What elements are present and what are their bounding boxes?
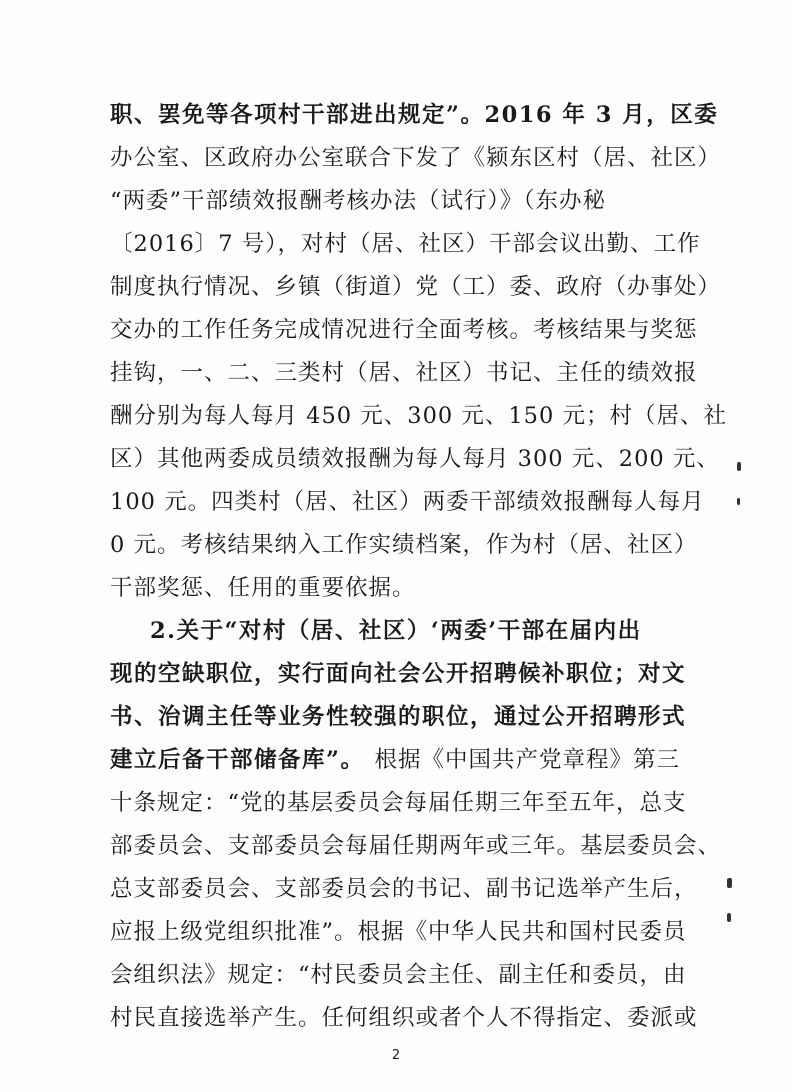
- text-line: 总支部委员会、支部委员会的书记、副书记选举产生后，: [110, 876, 698, 902]
- section-heading-line: 现的空缺职位，实行面向社会公开招聘候补职位；对文: [110, 661, 687, 687]
- text-line: 应报上级党组织批准”。根据《中华人民共和国村民委员: [110, 919, 687, 945]
- text-line: 交办的工作任务完成情况进行全面考核。考核结果与奖惩: [110, 317, 698, 343]
- text-line: 区）其他两委成员绩效报酬为每人每月 300 元、200 元、: [110, 446, 720, 472]
- section-heading-line: 书、治调主任等业务性较强的职位，通过公开招聘形式: [110, 704, 687, 730]
- scan-artifact-mark: [727, 913, 731, 922]
- text-line: “两委”干部绩效报酬考核办法（试行）》（东办秘: [110, 188, 607, 214]
- scan-artifact-mark: [727, 878, 732, 888]
- page-number: 2: [391, 1048, 401, 1063]
- text-line: 办公室、区政府办公室联合下发了《颍东区村（居、社区）: [110, 145, 722, 171]
- text-run: 根据《中国共产党章程》第三: [374, 747, 680, 773]
- text-line: 〔2016〕7 号），对村（居、社区）干部会议出勤、工作: [110, 231, 701, 257]
- section-heading-line: 2.关于“对村（居、社区）‘两委’干部在届内出: [150, 618, 642, 644]
- text-line: 制度执行情况、乡镇（街道）党（工）委、政府（办事处）: [110, 274, 722, 300]
- text-line: 部委员会、支部委员会每届任期两年或三年。基层委员会、: [110, 833, 722, 859]
- scan-artifact-mark: [737, 462, 741, 471]
- text-line: 100 元。四类村（居、社区）两委干部绩效报酬每人每月: [110, 489, 705, 515]
- text-line: 挂钩，一、二、三类村（居、社区）书记、主任的绩效报: [110, 360, 698, 386]
- text-line: 村民直接选举产生。任何组织或者个人不得指定、委派或: [110, 1005, 698, 1031]
- text-line: 会组织法》规定：“村民委员会主任、副主任和委员，由: [110, 962, 687, 988]
- text-line: 酬分别为每人每月 450 元、300 元、150 元；村（居、社: [110, 403, 727, 429]
- text-line: 职、罢免等各项村干部进出规定”。2016 年 3 月，区委: [110, 102, 719, 128]
- text-line: 干部奖惩、任用的重要依据。: [110, 575, 416, 601]
- text-line: [110, 743, 680, 777]
- scan-artifact-mark: [737, 498, 740, 505]
- text-line: 0 元。考核结果纳入工作实绩档案，作为村（居、社区）: [110, 532, 698, 558]
- text-line: 十条规定：“党的基层委员会每届任期三年至五年，总支: [110, 790, 687, 816]
- section-heading-tail: 建立后备干部储备库”。: [110, 747, 365, 773]
